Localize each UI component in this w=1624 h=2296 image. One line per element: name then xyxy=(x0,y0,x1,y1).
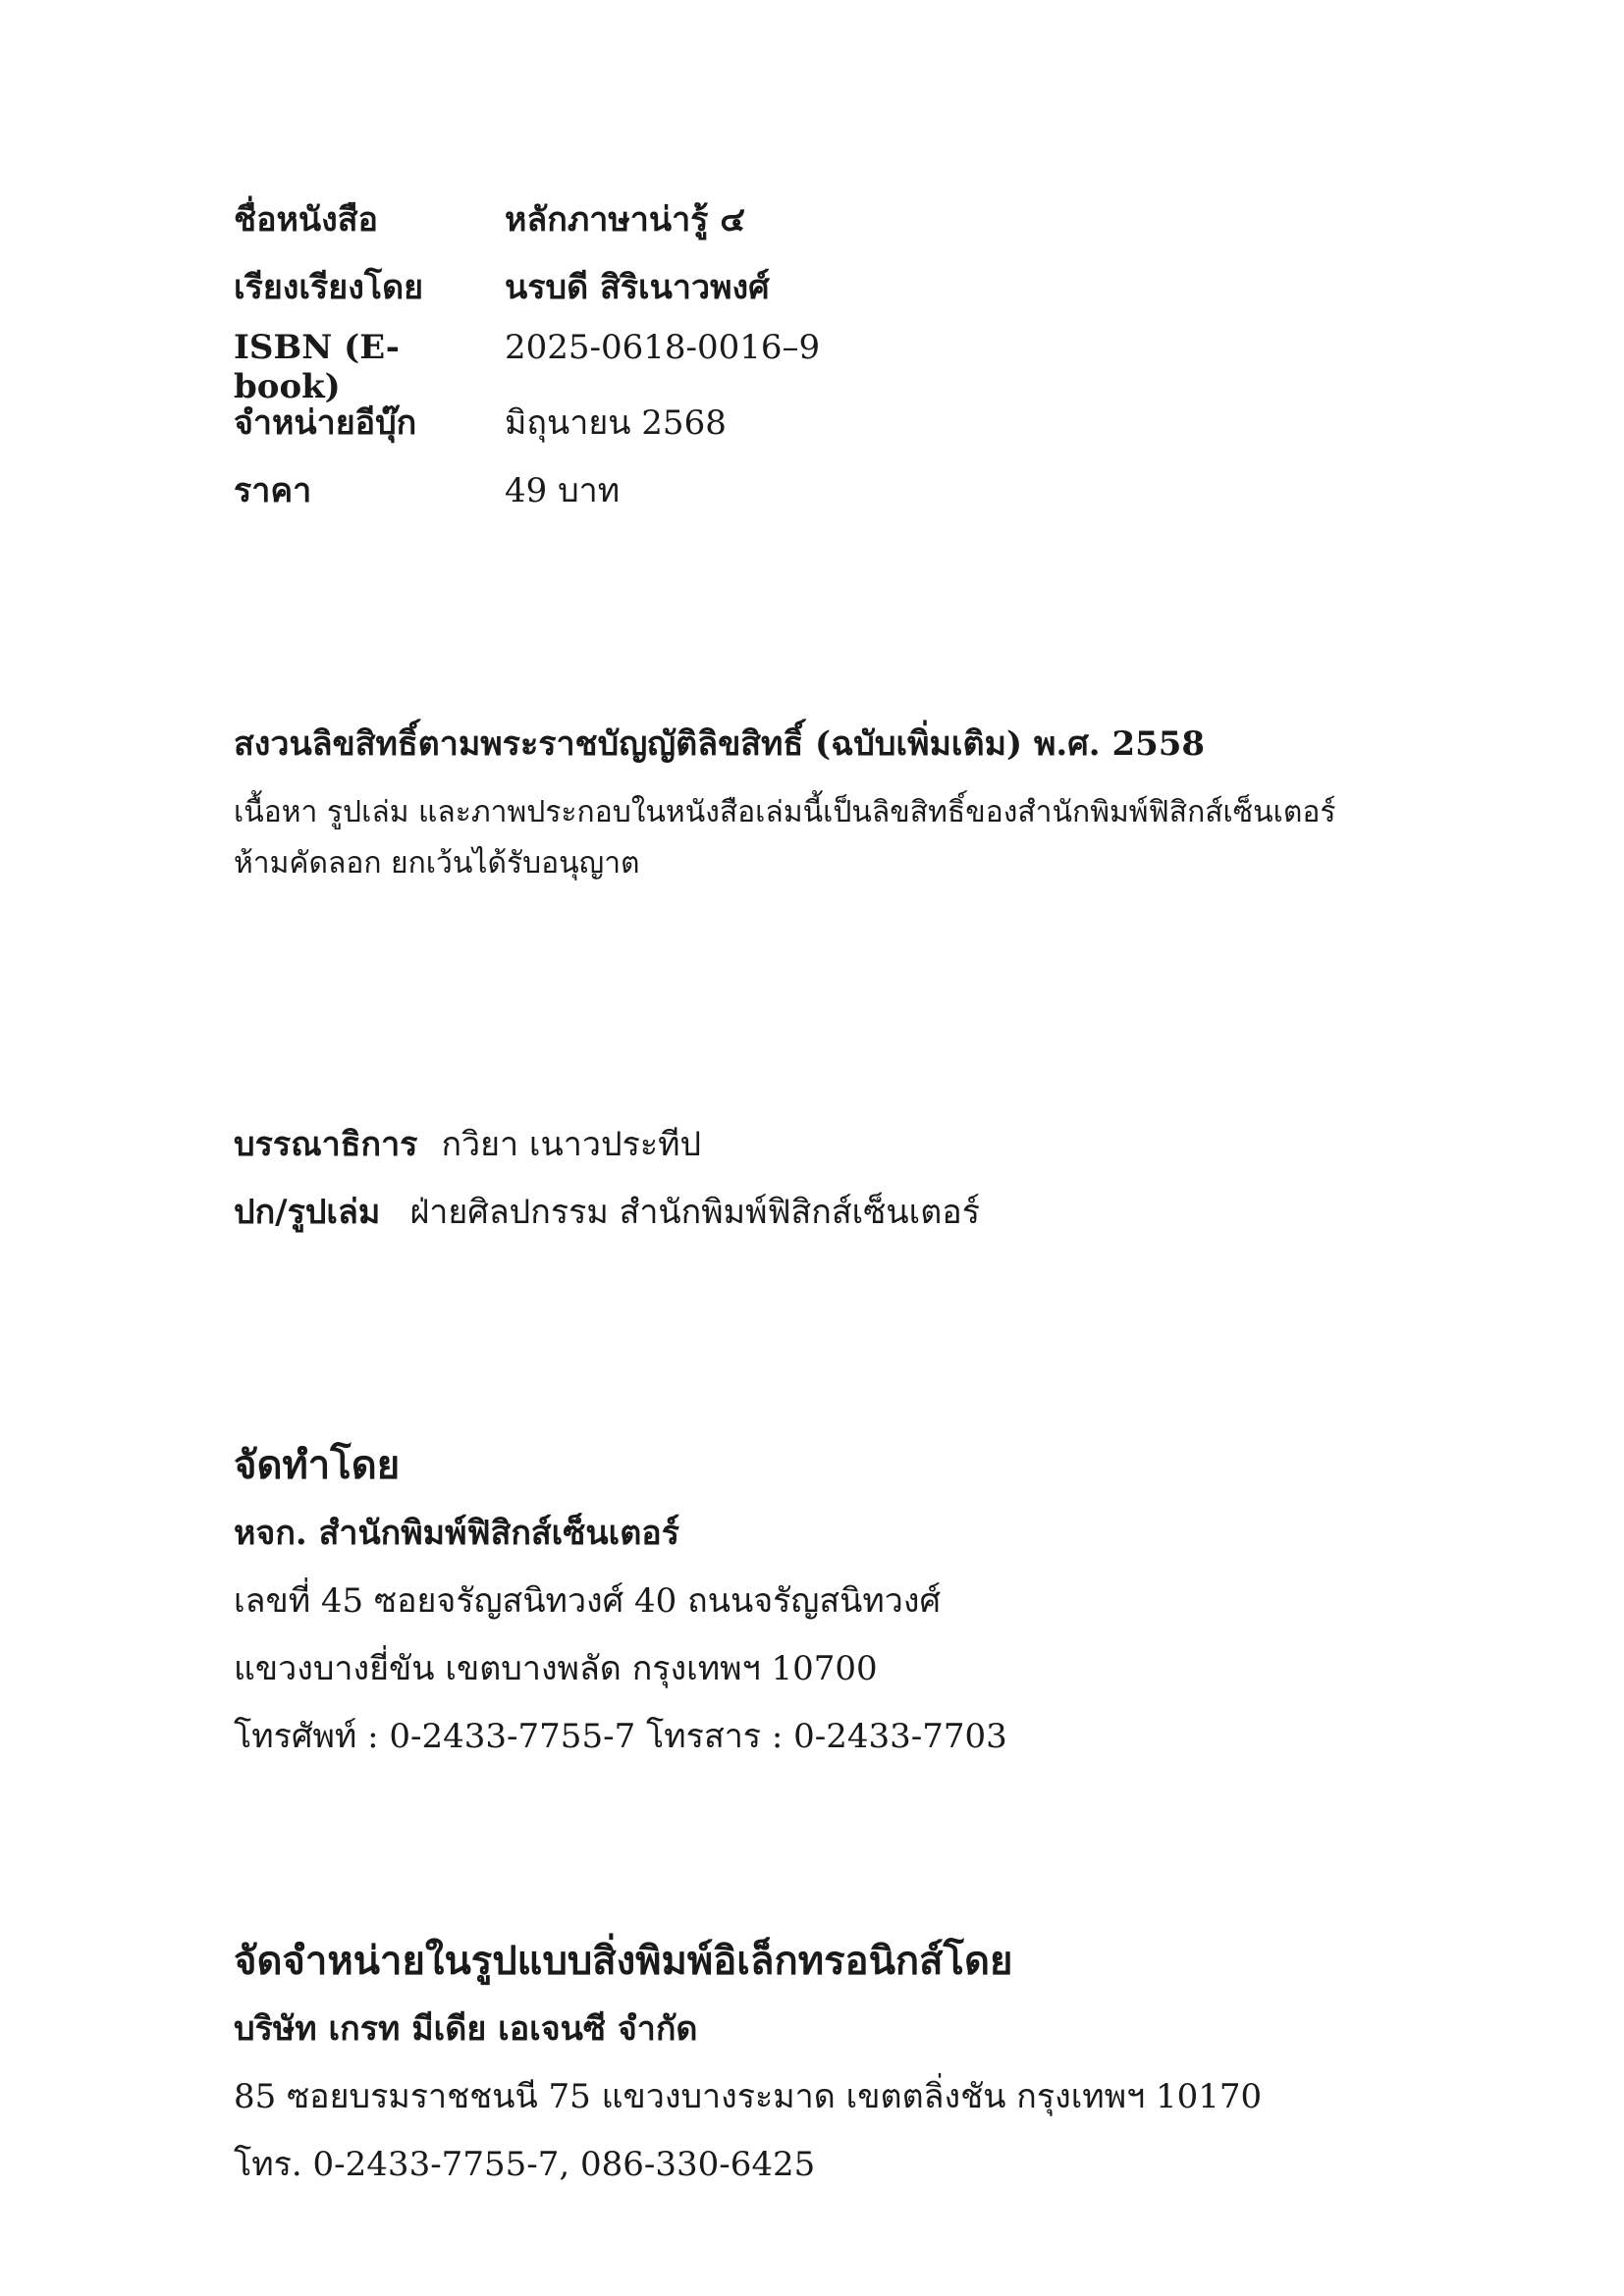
producer-address-1: เลขที่ 45 ซอยจรัญสนิทวงศ์ 40 ถนนจรัญสนิทวงศ์ xyxy=(234,1581,942,1621)
book-title-value: หลักภาษาน่ารู้ ๔ xyxy=(505,200,746,240)
design-label: ปก/รูปเล่ม xyxy=(234,1193,381,1232)
isbn-row xyxy=(234,328,821,406)
author-label: เรียงเรียงโดย xyxy=(234,268,424,307)
editor-value: กวิยา เนาวประทีป xyxy=(441,1125,702,1164)
release-row xyxy=(234,396,820,463)
isbn-value: 2025-0618-0016–9 xyxy=(505,328,821,367)
book-title-label: ชื่อหนังสือ xyxy=(234,200,378,240)
design-row xyxy=(234,1185,980,1253)
book-title-row xyxy=(234,192,820,260)
credits xyxy=(234,1117,980,1253)
copyright-notice xyxy=(234,717,1336,889)
editor-row xyxy=(234,1117,980,1185)
release-label: จำหน่ายอีบุ๊ก xyxy=(234,403,417,443)
design-value: ฝ่ายศิลปกรรม สำนักพิมพ์ฟิสิกส์เซ็นเตอร์ xyxy=(409,1193,980,1232)
author-row xyxy=(234,260,820,328)
copyright-line-1: เนื้อหา รูปเล่ม และภาพประกอบในหนังสือเล่มนี้เป็นลิขสิทธิ์ของสำนักพิมพ์ฟิสิกส์เซ็นเตอร์ xyxy=(234,795,1336,829)
distributor-address: 85 ซอยบรมราชชนนี 75 แขวงบางระมาด เขตตลิ่งชัน กรุงเทพฯ 10170 xyxy=(234,2077,1263,2116)
book-info-table xyxy=(234,192,820,531)
distributor-contact: โทร. 0-2433-7755-7, 086-330-6425 xyxy=(234,2145,816,2184)
price-row xyxy=(234,463,820,531)
producer-contact: โทรศัพท์ : 0-2433-7755-7 โทรสาร : 0-2433-7703 xyxy=(234,1717,1007,1756)
distributor-name: บริษัท เกรท มีเดีย เอเจนซี จำกัด xyxy=(234,2009,698,2049)
release-value: มิถุนายน 2568 xyxy=(505,403,727,443)
producer-name: หจก. สำนักพิมพ์ฟิสิกส์เซ็นเตอร์ xyxy=(234,1514,679,1553)
copyright-line-2: ห้ามคัดลอก ยกเว้นได้รับอนุญาต xyxy=(234,846,640,881)
isbn-label: ISBN (E-book) xyxy=(234,328,400,406)
editor-label: บรรณาธิการ xyxy=(234,1125,418,1164)
producer-section xyxy=(234,1433,1007,1777)
copyright-title: สงวนลิขสิทธิ์ตามพระราชบัญญัติลิขสิทธิ์ (ฉบับเพิ่มเติม) พ.ศ. 2558 xyxy=(234,724,1206,764)
producer-title: จัดทำโดย xyxy=(234,1442,401,1488)
author-value: นรบดี สิริเนาวพงศ์ xyxy=(505,268,770,307)
price-label: ราคา xyxy=(234,471,312,510)
distributor-section xyxy=(234,1929,1262,2205)
producer-address-2: แขวงบางยี่ขัน เขตบางพลัด กรุงเทพฯ 10700 xyxy=(234,1649,878,1688)
distributor-title: จัดจำหน่ายในรูปแบบสิ่งพิมพ์อิเล็กทรอนิกส์โดย xyxy=(234,1938,1013,1984)
price-value: 49 บาท xyxy=(505,471,621,510)
